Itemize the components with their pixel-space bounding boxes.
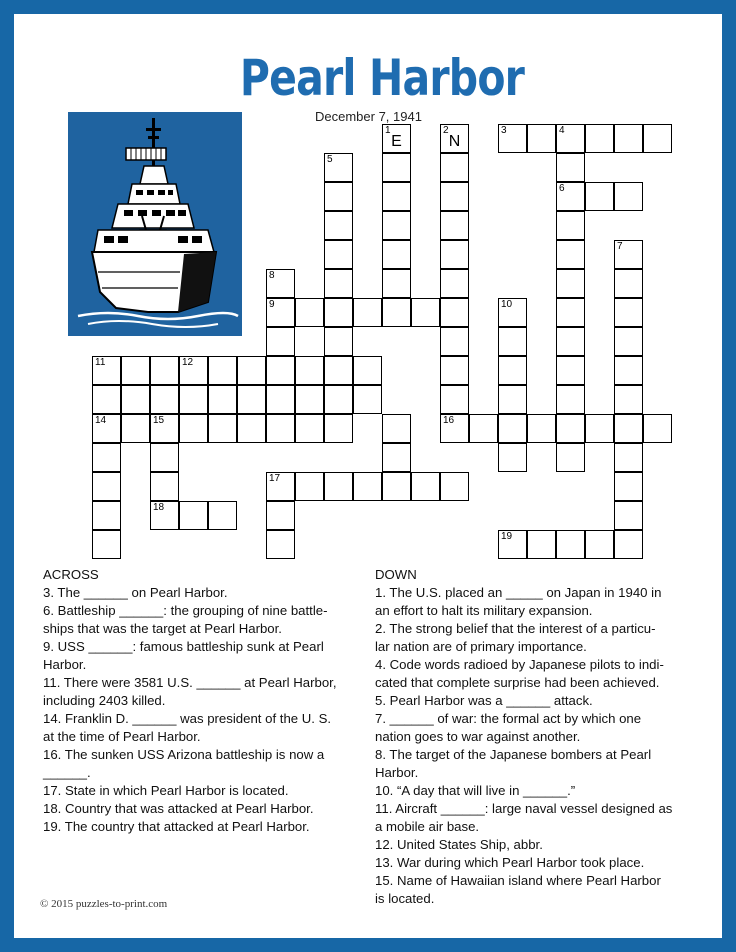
grid-cell[interactable] bbox=[614, 385, 643, 414]
clue-number: 18 bbox=[153, 502, 165, 513]
grid-cell[interactable] bbox=[324, 327, 353, 356]
down-clue-line: 11. Aircraft ______: large naval vessel designed as bbox=[375, 801, 673, 816]
grid-cell[interactable] bbox=[179, 414, 208, 443]
grid-cell[interactable] bbox=[208, 414, 237, 443]
battleship-icon bbox=[68, 112, 242, 336]
grid-cell[interactable] bbox=[237, 414, 266, 443]
clue-number: 17 bbox=[269, 473, 281, 484]
grid-cell[interactable] bbox=[440, 298, 469, 327]
grid-cell[interactable] bbox=[556, 269, 585, 298]
grid-cell[interactable] bbox=[324, 356, 353, 385]
down-clue-line: a mobile air base. bbox=[375, 819, 480, 834]
grid-cell[interactable] bbox=[324, 298, 353, 327]
grid-cell[interactable] bbox=[440, 385, 469, 414]
across-clue-line: ships that was the target at Pearl Harbor. bbox=[43, 621, 282, 636]
grid-cell[interactable] bbox=[614, 414, 643, 443]
grid-cell[interactable] bbox=[527, 530, 556, 559]
down-clue-line: is located. bbox=[375, 891, 435, 906]
grid-cell[interactable] bbox=[266, 269, 295, 298]
grid-cell[interactable] bbox=[92, 356, 121, 385]
grid-cell[interactable] bbox=[382, 211, 411, 240]
grid-cell[interactable] bbox=[498, 327, 527, 356]
grid-cell[interactable] bbox=[498, 124, 527, 153]
grid-cell[interactable] bbox=[469, 414, 498, 443]
grid-cell[interactable] bbox=[121, 356, 150, 385]
grid-cell[interactable] bbox=[324, 153, 353, 182]
grid-cell[interactable] bbox=[440, 240, 469, 269]
clue-number: 3 bbox=[501, 125, 507, 136]
grid-cell[interactable] bbox=[121, 414, 150, 443]
grid-cell[interactable] bbox=[614, 182, 643, 211]
grid-cell[interactable] bbox=[556, 124, 585, 153]
clue-number: 19 bbox=[501, 531, 513, 542]
grid-cell[interactable] bbox=[440, 356, 469, 385]
grid-cell[interactable] bbox=[614, 530, 643, 559]
grid-cell[interactable] bbox=[208, 385, 237, 414]
grid-cell[interactable] bbox=[266, 356, 295, 385]
grid-cell[interactable] bbox=[92, 472, 121, 501]
grid-cell[interactable] bbox=[556, 211, 585, 240]
grid-cell[interactable] bbox=[266, 327, 295, 356]
grid-cell[interactable] bbox=[150, 356, 179, 385]
grid-cell[interactable] bbox=[556, 356, 585, 385]
grid-cell[interactable] bbox=[382, 124, 411, 153]
page-title: Pearl Harbor bbox=[239, 49, 525, 107]
grid-cell[interactable] bbox=[556, 153, 585, 182]
grid-cell[interactable] bbox=[440, 153, 469, 182]
grid-cell[interactable] bbox=[237, 385, 266, 414]
grid-cell[interactable] bbox=[295, 414, 324, 443]
grid-cell[interactable] bbox=[614, 124, 643, 153]
grid-cell[interactable] bbox=[498, 298, 527, 327]
grid-cell[interactable] bbox=[382, 472, 411, 501]
grid-cell[interactable] bbox=[614, 356, 643, 385]
down-clue-line: 10. “A day that will live in ______.” bbox=[375, 783, 576, 798]
grid-cell[interactable] bbox=[353, 356, 382, 385]
filled-letter: E bbox=[391, 133, 402, 150]
grid-cell[interactable] bbox=[556, 443, 585, 472]
down-clues bbox=[375, 566, 672, 908]
grid-cell[interactable] bbox=[527, 124, 556, 153]
grid-cell[interactable] bbox=[614, 327, 643, 356]
down-clue-line: 15. Name of Hawaiian island where Pearl Harbor bbox=[375, 873, 661, 888]
grid-cell[interactable] bbox=[382, 414, 411, 443]
grid-cell[interactable] bbox=[585, 124, 614, 153]
copyright-text: © 2015 puzzles-to-print.com bbox=[40, 898, 168, 910]
grid-cell[interactable] bbox=[614, 240, 643, 269]
across-clue-line: 18. Country that was attacked at Pearl Harbor. bbox=[43, 801, 314, 816]
grid-cell[interactable] bbox=[150, 443, 179, 472]
grid-cell[interactable] bbox=[440, 182, 469, 211]
grid-cell[interactable] bbox=[527, 414, 556, 443]
down-clue-line: 12. United States Ship, abbr. bbox=[375, 837, 543, 852]
grid-cell[interactable] bbox=[382, 269, 411, 298]
grid-cell[interactable] bbox=[266, 414, 295, 443]
grid-cell[interactable] bbox=[498, 385, 527, 414]
down-heading: DOWN bbox=[375, 567, 417, 582]
clue-number: 11 bbox=[95, 357, 106, 368]
page-subtitle: December 7, 1941 bbox=[315, 109, 422, 124]
grid-cell[interactable] bbox=[295, 472, 324, 501]
grid-cell[interactable] bbox=[324, 385, 353, 414]
grid-cell[interactable] bbox=[556, 298, 585, 327]
clue-number: 12 bbox=[182, 357, 194, 368]
grid-cell[interactable] bbox=[614, 472, 643, 501]
grid-cell[interactable] bbox=[614, 443, 643, 472]
grid-cell[interactable] bbox=[556, 414, 585, 443]
grid-cell[interactable] bbox=[92, 501, 121, 530]
clue-number: 14 bbox=[95, 415, 107, 426]
grid-cell[interactable] bbox=[382, 298, 411, 327]
grid-cell[interactable] bbox=[295, 298, 324, 327]
grid-cell[interactable] bbox=[353, 298, 382, 327]
grid-cell[interactable] bbox=[585, 182, 614, 211]
down-clue-line: 5. Pearl Harbor was a ______ attack. bbox=[375, 693, 593, 708]
grid-cell[interactable] bbox=[614, 298, 643, 327]
grid-cell[interactable] bbox=[498, 443, 527, 472]
grid-cell[interactable] bbox=[150, 501, 179, 530]
across-clue-line: Harbor. bbox=[43, 657, 87, 672]
filled-letter: N bbox=[448, 133, 461, 150]
grid-cell[interactable] bbox=[324, 211, 353, 240]
across-clue-line: 17. State in which Pearl Harbor is located. bbox=[43, 783, 289, 798]
down-clue-line: lar nation are of primary importance. bbox=[375, 639, 587, 654]
grid-cell[interactable] bbox=[353, 385, 382, 414]
grid-cell[interactable] bbox=[382, 443, 411, 472]
clue-number: 16 bbox=[443, 415, 455, 426]
grid-cell[interactable] bbox=[150, 414, 179, 443]
across-clue-line: including 2403 killed. bbox=[43, 693, 166, 708]
grid-cell[interactable] bbox=[382, 153, 411, 182]
grid-cell[interactable] bbox=[382, 240, 411, 269]
grid-cell[interactable] bbox=[266, 530, 295, 559]
grid-cell[interactable] bbox=[92, 530, 121, 559]
across-clue-line: 3. The ______ on Pearl Harbor. bbox=[43, 585, 228, 600]
grid-cell[interactable] bbox=[643, 124, 672, 153]
grid-cell[interactable] bbox=[556, 530, 585, 559]
grid-cell[interactable] bbox=[411, 298, 440, 327]
grid-cell[interactable] bbox=[266, 385, 295, 414]
across-clue-line: 14. Franklin D. ______ was president of the U. S. bbox=[43, 711, 332, 726]
grid-cell[interactable] bbox=[150, 385, 179, 414]
clue-number: 4 bbox=[559, 125, 565, 136]
grid-cell[interactable] bbox=[237, 356, 266, 385]
grid-cell[interactable] bbox=[353, 472, 382, 501]
clue-number: 7 bbox=[617, 241, 623, 252]
grid-cell[interactable] bbox=[556, 385, 585, 414]
grid-cell[interactable] bbox=[266, 501, 295, 530]
grid-cell[interactable] bbox=[556, 182, 585, 211]
grid-cell[interactable] bbox=[208, 356, 237, 385]
across-clue-line: 19. The country that attacked at Pearl Harbor. bbox=[43, 819, 310, 834]
grid-cell[interactable] bbox=[266, 298, 295, 327]
grid-cell[interactable] bbox=[556, 327, 585, 356]
across-clue-line: 11. There were 3581 U.S. ______ at Pearl Harbor, bbox=[43, 675, 337, 690]
clue-number: 9 bbox=[269, 299, 275, 310]
grid-cell[interactable] bbox=[324, 240, 353, 269]
grid-cell[interactable] bbox=[324, 269, 353, 298]
across-clue-line: 16. The sunken USS Arizona battleship is now a bbox=[43, 747, 325, 762]
across-clues bbox=[43, 566, 336, 836]
down-clue-line: 8. The target of the Japanese bombers at Pearl bbox=[375, 747, 652, 762]
grid-cell[interactable] bbox=[556, 240, 585, 269]
grid-cell[interactable] bbox=[585, 530, 614, 559]
clue-number: 1 bbox=[385, 125, 391, 136]
grid-cell[interactable] bbox=[208, 501, 237, 530]
grid-cell[interactable] bbox=[411, 472, 440, 501]
grid-cell[interactable] bbox=[92, 385, 121, 414]
grid-cell[interactable] bbox=[150, 472, 179, 501]
grid-cell[interactable] bbox=[440, 211, 469, 240]
grid-cell[interactable] bbox=[324, 414, 353, 443]
grid-cell[interactable] bbox=[179, 356, 208, 385]
down-clue-line: cated that complete surprise had been achieved. bbox=[375, 675, 660, 690]
across-clue-line: ______. bbox=[43, 765, 91, 780]
down-clue-line: nation goes to war against another. bbox=[375, 729, 581, 744]
across-clue-line: 6. Battleship ______: the grouping of nine battle- bbox=[43, 603, 328, 618]
across-heading: ACROSS bbox=[43, 567, 99, 582]
grid-cell[interactable] bbox=[121, 385, 150, 414]
grid-cell[interactable] bbox=[295, 356, 324, 385]
grid-cell[interactable] bbox=[179, 385, 208, 414]
down-clue-line: an effort to halt its military expansion. bbox=[375, 603, 593, 618]
grid-cell[interactable] bbox=[324, 182, 353, 211]
battleship-illustration bbox=[68, 112, 242, 336]
down-clue-line: 2. The strong belief that the interest of a particu- bbox=[375, 621, 656, 636]
grid-cell[interactable] bbox=[614, 501, 643, 530]
grid-cell[interactable] bbox=[324, 472, 353, 501]
grid-cell[interactable] bbox=[498, 414, 527, 443]
clue-number: 8 bbox=[269, 270, 275, 281]
grid-cell[interactable] bbox=[498, 530, 527, 559]
grid-cell[interactable] bbox=[585, 414, 614, 443]
grid-cell[interactable] bbox=[382, 182, 411, 211]
down-clue-line: Harbor. bbox=[375, 765, 419, 780]
grid-cell[interactable] bbox=[643, 414, 672, 443]
down-clue-line: 4. Code words radioed by Japanese pilots to indi- bbox=[375, 657, 664, 672]
down-clue-line: 1. The U.S. placed an _____ on Japan in 1940 in bbox=[375, 585, 662, 600]
clue-number: 15 bbox=[153, 415, 165, 426]
down-clue-line: 13. War during which Pearl Harbor took place. bbox=[375, 855, 645, 870]
across-clue-line: at the time of Pearl Harbor. bbox=[43, 729, 201, 744]
clue-number: 2 bbox=[443, 125, 449, 136]
down-clue-line: 7. ______ of war: the formal act by which one bbox=[375, 711, 642, 726]
grid-cell[interactable] bbox=[266, 472, 295, 501]
grid-cell[interactable] bbox=[440, 124, 469, 153]
grid-cell[interactable] bbox=[440, 414, 469, 443]
grid-cell[interactable] bbox=[92, 443, 121, 472]
clue-number: 6 bbox=[559, 183, 565, 194]
grid-cell[interactable] bbox=[440, 472, 469, 501]
across-clue-line: 9. USS ______: famous battleship sunk at Pearl bbox=[43, 639, 324, 654]
clue-number: 10 bbox=[501, 299, 513, 310]
grid-cell[interactable] bbox=[614, 269, 643, 298]
clue-number: 5 bbox=[327, 154, 333, 165]
grid-cell[interactable] bbox=[498, 356, 527, 385]
grid-cell[interactable] bbox=[440, 269, 469, 298]
grid-cell[interactable] bbox=[92, 414, 121, 443]
grid-cell[interactable] bbox=[440, 327, 469, 356]
grid-cell[interactable] bbox=[179, 501, 208, 530]
grid-cell[interactable] bbox=[295, 385, 324, 414]
